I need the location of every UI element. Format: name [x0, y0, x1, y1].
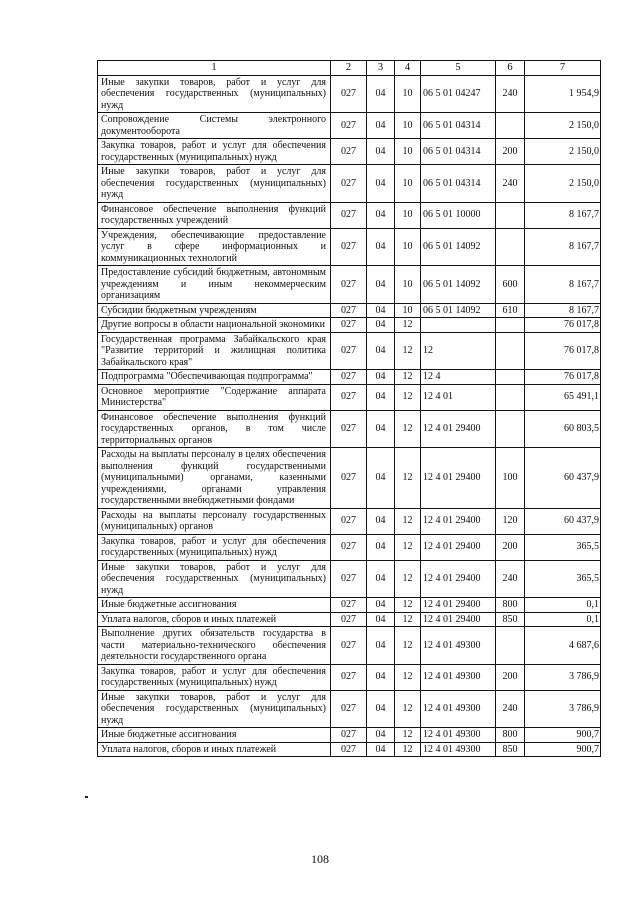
grbs-code-cell: 027	[331, 113, 367, 139]
subsection-code-cell: 12	[395, 612, 421, 627]
target-article-cell: 06 5 01 14092	[421, 266, 496, 304]
expense-type-cell: 240	[496, 690, 525, 728]
row-name-cell: Закупка товаров, работ и услуг для обеспечения государственных (муниципальных) нужд	[98, 139, 331, 165]
expense-type-cell: 200	[496, 139, 525, 165]
subsection-code-cell: 12	[395, 508, 421, 534]
row-name-cell: Основное мероприятие "Содержание аппарата Министерства"	[98, 384, 331, 410]
row-name-cell: Предоставление субсидий бюджетным, автономным учреждениям и иным некоммерческим организациям	[98, 266, 331, 304]
target-article-cell: 12 4	[421, 370, 496, 385]
row-name-cell: Другие вопросы в области национальной экономики	[98, 318, 331, 333]
grbs-code-cell: 027	[331, 228, 367, 266]
amount-cell: 365,5	[525, 534, 601, 560]
amount-cell: 3 786,9	[525, 664, 601, 690]
table-row	[98, 742, 601, 757]
row-name-cell: Финансовое обеспечение выполнения функций государственных учреждений	[98, 202, 331, 228]
subsection-code-cell: 10	[395, 139, 421, 165]
section-code-cell: 04	[367, 384, 395, 410]
expense-type-cell: 800	[496, 598, 525, 613]
row-name-cell: Иные закупки товаров, работ и услуг для обеспечения государственных (муниципальных) нужд	[98, 690, 331, 728]
expense-type-cell: 240	[496, 165, 525, 203]
amount-cell: 900,7	[525, 728, 601, 743]
table-row	[98, 534, 601, 560]
row-name-cell: Финансовое обеспечение выполнения функций государственных органов, в том числе территориальных органов	[98, 410, 331, 448]
target-article-cell: 06 5 01 04247	[421, 75, 496, 113]
subsection-code-cell: 10	[395, 303, 421, 318]
section-code-cell: 04	[367, 332, 395, 370]
grbs-code-cell: 027	[331, 410, 367, 448]
table-row	[98, 690, 601, 728]
amount-cell: 3 786,9	[525, 690, 601, 728]
target-article-cell: 06 5 01 14092	[421, 303, 496, 318]
grbs-code-cell: 027	[331, 742, 367, 757]
section-code-cell: 04	[367, 303, 395, 318]
target-article-cell: 12 4 01 29400	[421, 534, 496, 560]
header-row	[98, 61, 601, 76]
grbs-code-cell: 027	[331, 202, 367, 228]
amount-cell: 0,1	[525, 612, 601, 627]
row-name-cell: Иные закупки товаров, работ и услуг для обеспечения государственных (муниципальных) нужд	[98, 560, 331, 598]
row-name-cell: Расходы на выплаты персоналу государственных (муниципальных) органов	[98, 508, 331, 534]
row-name-cell: Государственная программа Забайкальского края "Развитие территорий и жилищная политика Забайкальского края"	[98, 332, 331, 370]
expense-type-cell	[496, 202, 525, 228]
column-header: 7	[525, 61, 601, 76]
subsection-code-cell: 12	[395, 560, 421, 598]
subsection-code-cell: 12	[395, 370, 421, 385]
grbs-code-cell: 027	[331, 448, 367, 509]
row-name-cell: Сопровождение Системы электронного документооборота	[98, 113, 331, 139]
row-name-cell: Иные закупки товаров, работ и услуг для обеспечения государственных (муниципальных) нужд	[98, 75, 331, 113]
subsection-code-cell: 10	[395, 266, 421, 304]
expense-type-cell: 200	[496, 534, 525, 560]
subsection-code-cell: 12	[395, 410, 421, 448]
target-article-cell: 12 4 01	[421, 384, 496, 410]
amount-cell: 60 803,5	[525, 410, 601, 448]
grbs-code-cell: 027	[331, 332, 367, 370]
expense-type-cell: 200	[496, 664, 525, 690]
table-row	[98, 113, 601, 139]
column-header: 1	[98, 61, 331, 76]
table-row	[98, 165, 601, 203]
section-code-cell: 04	[367, 728, 395, 743]
expense-type-cell	[496, 318, 525, 333]
target-article-cell	[421, 318, 496, 333]
column-header: 5	[421, 61, 496, 76]
grbs-code-cell: 027	[331, 598, 367, 613]
table-row	[98, 202, 601, 228]
section-code-cell: 04	[367, 448, 395, 509]
page-number: 108	[311, 852, 329, 866]
grbs-code-cell: 027	[331, 384, 367, 410]
expense-type-cell: 240	[496, 75, 525, 113]
section-code-cell: 04	[367, 266, 395, 304]
expense-type-cell: 800	[496, 728, 525, 743]
subsection-code-cell: 12	[395, 448, 421, 509]
section-code-cell: 04	[367, 75, 395, 113]
grbs-code-cell: 027	[331, 139, 367, 165]
grbs-code-cell: 027	[331, 728, 367, 743]
amount-cell: 365,5	[525, 560, 601, 598]
table-row	[98, 303, 601, 318]
subsection-code-cell: 12	[395, 534, 421, 560]
target-article-cell: 12 4 01 29400	[421, 410, 496, 448]
row-name-cell: Закупка товаров, работ и услуг для обеспечения государственных (муниципальных) нужд	[98, 534, 331, 560]
section-code-cell: 04	[367, 318, 395, 333]
target-article-cell: 06 5 01 04314	[421, 165, 496, 203]
expense-type-cell: 240	[496, 560, 525, 598]
expense-type-cell: 850	[496, 742, 525, 757]
amount-cell: 8 167,7	[525, 266, 601, 304]
row-name-cell: Учреждения, обеспечивающие предоставление услуг в сфере информационных и коммуникационных технологий	[98, 228, 331, 266]
row-name-cell: Уплата налогов, сборов и иных платежей	[98, 612, 331, 627]
target-article-cell: 12 4 01 49300	[421, 690, 496, 728]
grbs-code-cell: 027	[331, 664, 367, 690]
expense-type-cell	[496, 370, 525, 385]
amount-cell: 60 437,9	[525, 448, 601, 509]
target-article-cell: 06 5 01 10000	[421, 202, 496, 228]
section-code-cell: 04	[367, 612, 395, 627]
table-row	[98, 728, 601, 743]
subsection-code-cell: 12	[395, 332, 421, 370]
target-article-cell: 12 4 01 29400	[421, 560, 496, 598]
subsection-code-cell: 12	[395, 598, 421, 613]
table-row	[98, 266, 601, 304]
amount-cell: 900,7	[525, 742, 601, 757]
expense-type-cell	[496, 332, 525, 370]
table-body	[98, 61, 601, 757]
section-code-cell: 04	[367, 508, 395, 534]
row-name-cell: Субсидии бюджетным учреждениям	[98, 303, 331, 318]
table-row	[98, 332, 601, 370]
row-name-cell: Выполнение других обязательств государства в части материально-технического обеспечения деятельности государственного органа	[98, 627, 331, 665]
grbs-code-cell: 027	[331, 318, 367, 333]
target-article-cell: 12 4 01 49300	[421, 728, 496, 743]
table-row	[98, 664, 601, 690]
section-code-cell: 04	[367, 664, 395, 690]
section-code-cell: 04	[367, 165, 395, 203]
section-code-cell: 04	[367, 742, 395, 757]
amount-cell: 76 017,8	[525, 370, 601, 385]
subsection-code-cell: 10	[395, 202, 421, 228]
target-article-cell: 12 4 01 29400	[421, 448, 496, 509]
grbs-code-cell: 027	[331, 165, 367, 203]
target-article-cell: 12 4 01 29400	[421, 598, 496, 613]
amount-cell: 2 150,0	[525, 139, 601, 165]
amount-cell: 4 687,6	[525, 627, 601, 665]
amount-cell: 60 437,9	[525, 508, 601, 534]
amount-cell: 0,1	[525, 598, 601, 613]
section-code-cell: 04	[367, 627, 395, 665]
subsection-code-cell: 12	[395, 742, 421, 757]
grbs-code-cell: 027	[331, 534, 367, 560]
table-row	[98, 370, 601, 385]
amount-cell: 2 150,0	[525, 113, 601, 139]
target-article-cell: 12 4 01 49300	[421, 664, 496, 690]
subsection-code-cell: 12	[395, 384, 421, 410]
target-article-cell: 12 4 01 49300	[421, 627, 496, 665]
table-row	[98, 508, 601, 534]
amount-cell: 65 491,1	[525, 384, 601, 410]
table-row	[98, 318, 601, 333]
subsection-code-cell: 10	[395, 75, 421, 113]
expense-type-cell	[496, 410, 525, 448]
target-article-cell: 06 5 01 04314	[421, 139, 496, 165]
grbs-code-cell: 027	[331, 560, 367, 598]
budget-table	[97, 60, 601, 757]
target-article-cell: 12 4 01 29400	[421, 612, 496, 627]
amount-cell: 8 167,7	[525, 228, 601, 266]
table-row	[98, 139, 601, 165]
amount-cell: 76 017,8	[525, 318, 601, 333]
grbs-code-cell: 027	[331, 75, 367, 113]
section-code-cell: 04	[367, 202, 395, 228]
table-row	[98, 384, 601, 410]
row-name-cell: Уплата налогов, сборов и иных платежей	[98, 742, 331, 757]
subsection-code-cell: 12	[395, 664, 421, 690]
row-name-cell: Подпрограмма "Обеспечивающая подпрограмма"	[98, 370, 331, 385]
target-article-cell: 06 5 01 14092	[421, 228, 496, 266]
grbs-code-cell: 027	[331, 627, 367, 665]
table-row	[98, 75, 601, 113]
grbs-code-cell: 027	[331, 303, 367, 318]
amount-cell: 2 150,0	[525, 165, 601, 203]
subsection-code-cell: 12	[395, 318, 421, 333]
table-row	[98, 410, 601, 448]
expense-type-cell: 100	[496, 448, 525, 509]
subsection-code-cell: 10	[395, 228, 421, 266]
grbs-code-cell: 027	[331, 508, 367, 534]
row-name-cell: Иные закупки товаров, работ и услуг для обеспечения государственных (муниципальных) нужд	[98, 165, 331, 203]
target-article-cell: 12	[421, 332, 496, 370]
amount-cell: 76 017,8	[525, 332, 601, 370]
table-row	[98, 228, 601, 266]
amount-cell: 8 167,7	[525, 202, 601, 228]
section-code-cell: 04	[367, 410, 395, 448]
table-row	[98, 448, 601, 509]
grbs-code-cell: 027	[331, 266, 367, 304]
column-header: 3	[367, 61, 395, 76]
column-header: 4	[395, 61, 421, 76]
section-code-cell: 04	[367, 139, 395, 165]
grbs-code-cell: 027	[331, 370, 367, 385]
grbs-code-cell: 027	[331, 690, 367, 728]
section-code-cell: 04	[367, 690, 395, 728]
row-name-cell: Иные бюджетные ассигнования	[98, 728, 331, 743]
grbs-code-cell: 027	[331, 612, 367, 627]
amount-cell: 8 167,7	[525, 303, 601, 318]
expense-type-cell: 120	[496, 508, 525, 534]
amount-cell: 1 954,9	[525, 75, 601, 113]
table-row	[98, 560, 601, 598]
expense-type-cell	[496, 113, 525, 139]
section-code-cell: 04	[367, 598, 395, 613]
section-code-cell: 04	[367, 534, 395, 560]
expense-type-cell: 850	[496, 612, 525, 627]
margin-mark	[85, 796, 88, 798]
row-name-cell: Закупка товаров, работ и услуг для обеспечения государственных (муниципальных) нужд	[98, 664, 331, 690]
target-article-cell: 06 5 01 04314	[421, 113, 496, 139]
expense-type-cell	[496, 627, 525, 665]
section-code-cell: 04	[367, 113, 395, 139]
table-row	[98, 598, 601, 613]
subsection-code-cell: 12	[395, 690, 421, 728]
subsection-code-cell: 12	[395, 627, 421, 665]
table-row	[98, 627, 601, 665]
subsection-code-cell: 12	[395, 728, 421, 743]
column-header: 6	[496, 61, 525, 76]
subsection-code-cell: 10	[395, 165, 421, 203]
expense-type-cell: 600	[496, 266, 525, 304]
target-article-cell: 12 4 01 29400	[421, 508, 496, 534]
target-article-cell: 12 4 01 49300	[421, 742, 496, 757]
row-name-cell: Расходы на выплаты персоналу в целях обеспечения выполнения функций государственными (муниципальными) органами, казенными учреждениями, органами управления государственными внебюджетными фондами	[98, 448, 331, 509]
section-code-cell: 04	[367, 560, 395, 598]
expense-type-cell: 610	[496, 303, 525, 318]
section-code-cell: 04	[367, 228, 395, 266]
section-code-cell: 04	[367, 370, 395, 385]
expense-type-cell	[496, 228, 525, 266]
expense-type-cell	[496, 384, 525, 410]
column-header: 2	[331, 61, 367, 76]
row-name-cell: Иные бюджетные ассигнования	[98, 598, 331, 613]
table-row	[98, 612, 601, 627]
subsection-code-cell: 10	[395, 113, 421, 139]
